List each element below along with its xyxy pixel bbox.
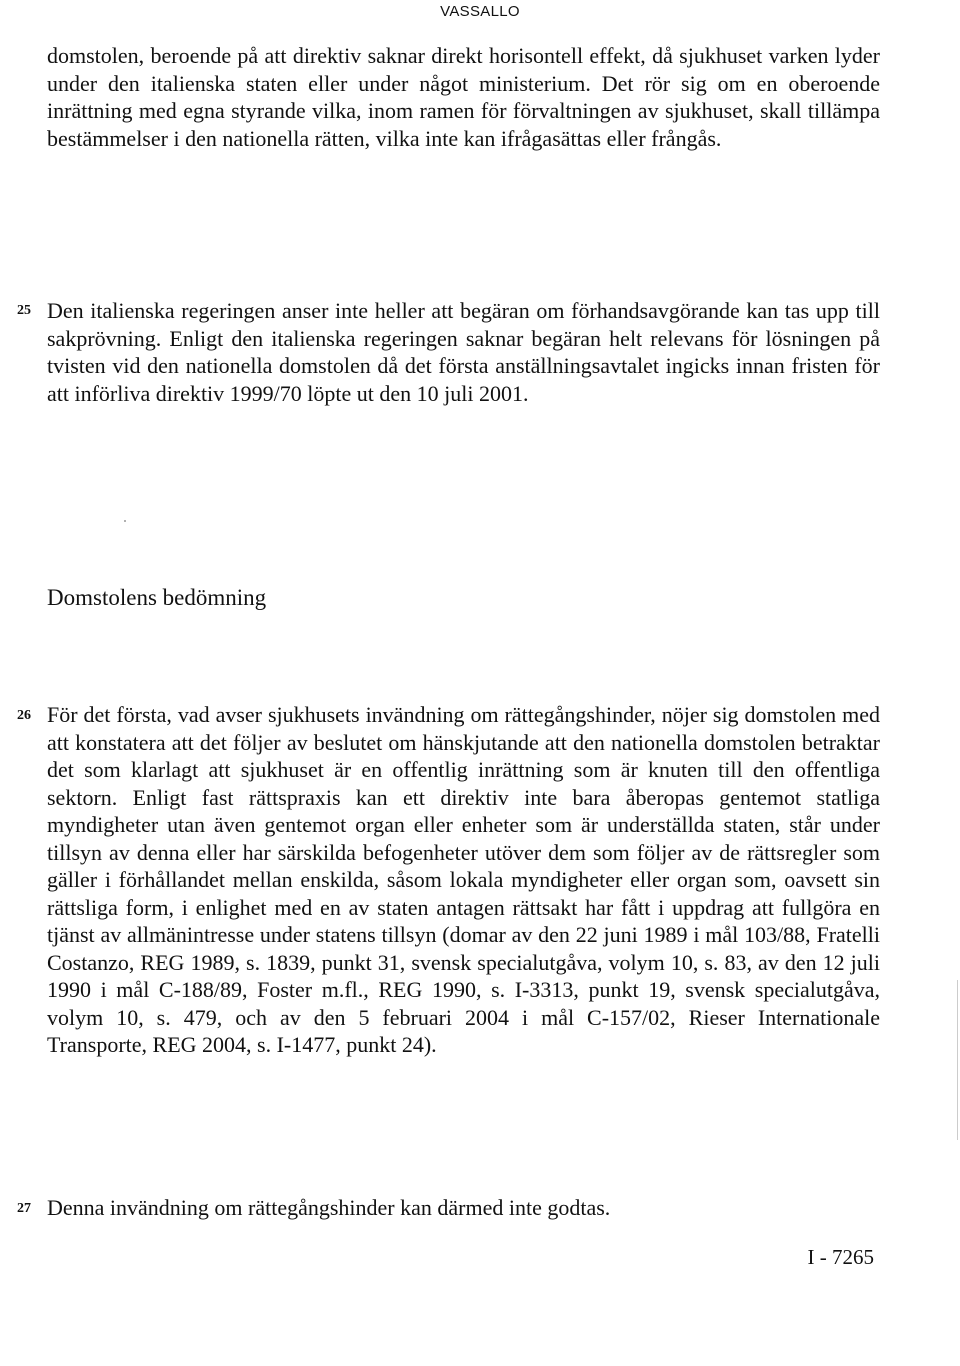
scan-margin-line <box>957 980 958 1140</box>
intro-paragraph: domstolen, beroende på att direktiv saknar direkt horisontell effekt, då sjukhuset varken lyder under den italienska staten eller under något ministerium. Det rör sig om en oberoende inrättning med egna styrande vilka, inom ramen för förvaltningen av sjukhuset, skall tillämpa bestämmelser i den nationella rätten, vilka inte kan ifrågasättas eller frångås. <box>47 43 880 151</box>
paragraph-26: För det första, vad avser sjukhusets invändning om rättegångshinder, nöjer sig domstolen med att konstatera att det följer av beslutet om hänskjutande att den nationella domstolen betraktar det som klarlagt att sjukhuset är en offentlig inrättning som är knuten till den offentliga sektorn. Enligt fast rättspraxis kan ett direktiv inte bara åberopas gentemot statliga myndigheter utan även gentemot organ eller enheter som är underställda staten, står under tillsyn av denna eller har särskilda befogenheter utöver dem som följer av de rättsregler som gäller i förhållandet mellan enskilda, såsom lokala myndigheter eller organ som, oavsett sin rättsliga form, i enlighet med en av staten antagen rättsakt har fått i uppdrag att fullgöra en tjänst av allmänintresse under statens tillsyn (domar av den 22 juni 1989 i mål 103/88, Fratelli Costanzo, REG 1989, s. 1839, punkt 31, svensk specialutgåva, volym 10, s. 83, av den 12 juli 1990 i mål C-188/89, Foster m.fl., REG 1990, s. I-3313, punkt 19, svensk specialutgåva, volym 10, s. 479, och av den 5 februari 2004 i mål C-157/02, Rieser Internationale Transporte, REG 2004, s. I-1477, punkt 24). <box>47 702 880 1057</box>
paragraph-number-25: 25 <box>17 303 31 318</box>
paragraph-number-26: 26 <box>17 708 31 723</box>
paragraph-27: Denna invändning om rättegångshinder kan därmed inte godtas. <box>47 1195 611 1220</box>
section-heading: Domstolens bedömning <box>47 585 267 610</box>
paragraph-25: Den italienska regeringen anser inte heller att begäran om förhandsavgörande kan tas upp till sakprövning. Enligt den italienska regeringen saknar begäran helt relevans för lösningen på tvisten vid den nationella domstolen då det första anställningsavtalet ingicks innan fristen för att införliva direktiv 1999/70 löpte ut den 10 juli 2001. <box>47 298 880 406</box>
scan-speck <box>124 520 126 522</box>
running-header: VASSALLO <box>440 3 520 20</box>
paragraph-number-27: 27 <box>17 1201 31 1216</box>
page-number: I - 7265 <box>807 1245 874 1269</box>
